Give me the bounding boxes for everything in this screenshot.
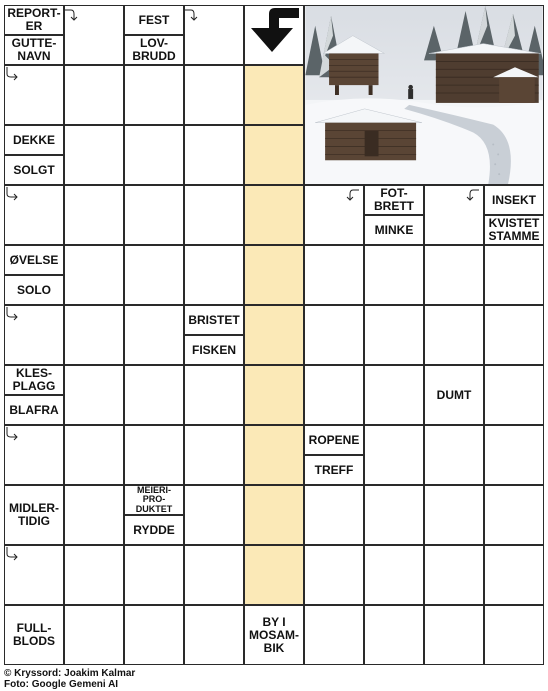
answer-cell[interactable] <box>184 545 244 605</box>
credits <box>4 668 135 690</box>
answer-cell[interactable] <box>64 605 124 665</box>
clue-reporter <box>4 5 64 35</box>
answer-cell[interactable] <box>64 365 124 425</box>
arrow-left-then-down-icon <box>346 187 360 203</box>
clue-text: BLAFRA <box>9 402 59 417</box>
clue-text: FULL- BLODS <box>13 621 55 648</box>
answer-cell[interactable] <box>244 125 304 185</box>
clue-fest <box>124 5 184 35</box>
answer-cell[interactable] <box>484 605 544 665</box>
answer-cell[interactable] <box>364 545 424 605</box>
clue-text: FEST <box>138 12 170 27</box>
clue-text: FOT- BRETT <box>374 186 414 213</box>
clue-text: MEIERI- PRO- DUKTET <box>135 484 173 514</box>
answer-cell[interactable] <box>244 305 304 365</box>
clue-blafra <box>4 395 64 425</box>
clue-text: FISKEN <box>191 342 236 357</box>
clue-midler-tidig <box>4 485 64 545</box>
answer-cell[interactable] <box>304 605 364 665</box>
answer-cell[interactable] <box>304 305 364 365</box>
clue-minke <box>364 215 424 245</box>
answer-cell[interactable] <box>424 245 484 305</box>
answer-cell[interactable] <box>64 305 124 365</box>
clue-text: INSEKT <box>491 192 536 207</box>
crossword-grid <box>4 5 544 665</box>
big-start-arrow-icon <box>245 6 301 60</box>
clue-ovelse <box>4 245 64 275</box>
clue-full-blods <box>4 605 64 665</box>
answer-cell[interactable] <box>244 485 304 545</box>
arrow-down-then-right-icon <box>5 66 19 82</box>
answer-cell[interactable] <box>184 425 244 485</box>
answer-cell[interactable] <box>424 605 484 665</box>
answer-cell[interactable] <box>424 425 484 485</box>
answer-cell[interactable] <box>364 305 424 365</box>
clue-treff <box>304 455 364 485</box>
clue-text: MIDLER- TIDIG <box>9 501 59 528</box>
clue-ropene <box>304 425 364 455</box>
answer-cell[interactable] <box>64 485 124 545</box>
answer-cell[interactable] <box>124 365 184 425</box>
clue-kles-plagg <box>4 365 64 395</box>
clue-text: ROPENE <box>308 432 360 447</box>
answer-cell[interactable] <box>64 185 124 245</box>
clue-text: GUTTE- NAVN <box>11 36 57 63</box>
answer-cell[interactable] <box>124 425 184 485</box>
clue-solo <box>4 275 64 305</box>
answer-cell[interactable] <box>304 485 364 545</box>
answer-cell[interactable] <box>484 425 544 485</box>
clue-insekt <box>484 185 544 215</box>
answer-cell[interactable] <box>184 65 244 125</box>
answer-cell[interactable] <box>124 65 184 125</box>
answer-cell[interactable] <box>484 545 544 605</box>
clue-text: DEKKE <box>12 132 55 147</box>
clue-text: BRISTET <box>188 312 240 327</box>
answer-cell[interactable] <box>364 245 424 305</box>
answer-cell[interactable] <box>184 605 244 665</box>
answer-cell[interactable] <box>244 545 304 605</box>
arrow-down-then-right-icon <box>5 546 19 562</box>
answer-cell[interactable] <box>244 425 304 485</box>
answer-cell[interactable] <box>124 605 184 665</box>
credit-photo: Foto: Google Gemeni AI <box>4 679 119 690</box>
clue-rydde <box>124 515 184 545</box>
clue-text: KVISTET STAMME <box>488 216 540 243</box>
clue-fot-brett <box>364 185 424 215</box>
clue-text: KLES- PLAGG <box>12 366 56 393</box>
answer-cell[interactable] <box>244 245 304 305</box>
answer-cell[interactable] <box>364 425 424 485</box>
clue-text: DUMT <box>436 387 472 402</box>
answer-cell[interactable] <box>304 245 364 305</box>
answer-cell[interactable] <box>124 125 184 185</box>
arrow-down-then-right-icon <box>5 186 19 202</box>
answer-cell[interactable] <box>184 185 244 245</box>
clue-lovbrudd <box>124 35 184 65</box>
clue-text: MINKE <box>374 222 414 237</box>
clue-text: RYDDE <box>133 522 175 537</box>
answer-cell[interactable] <box>124 545 184 605</box>
answer-cell[interactable] <box>124 185 184 245</box>
answer-cell[interactable] <box>244 365 304 425</box>
answer-cell[interactable] <box>244 185 304 245</box>
clue-by-i-mosambik <box>244 605 304 665</box>
arrow-right-then-down-icon <box>64 7 78 23</box>
arrow-right-then-down-icon <box>184 7 198 23</box>
answer-cell[interactable] <box>184 485 244 545</box>
clue-kvistet-stamme <box>484 215 544 245</box>
answer-cell[interactable] <box>484 305 544 365</box>
clue-bristet <box>184 305 244 335</box>
clue-text: REPORT- ER <box>7 6 61 33</box>
answer-cell[interactable] <box>484 245 544 305</box>
clue-gutte-navn <box>4 35 64 65</box>
answer-cell[interactable] <box>244 65 304 125</box>
clue-text: TREFF <box>314 462 354 477</box>
clue-dekke <box>4 125 64 155</box>
answer-cell[interactable] <box>484 485 544 545</box>
answer-cell[interactable] <box>424 485 484 545</box>
clue-solgt <box>4 155 64 185</box>
credit-crossword: © Kryssord: Joakim Kalmar <box>4 668 136 679</box>
answer-cell[interactable] <box>64 425 124 485</box>
snowy-farm-photo <box>304 5 544 185</box>
answer-cell[interactable] <box>64 245 124 305</box>
arrow-left-then-down-icon <box>466 187 480 203</box>
answer-cell[interactable] <box>64 545 124 605</box>
answer-cell[interactable] <box>484 365 544 425</box>
clue-dumt <box>424 365 484 425</box>
answer-cell[interactable] <box>304 545 364 605</box>
clue-text: SOLGT <box>13 162 55 177</box>
answer-cell[interactable] <box>364 485 424 545</box>
answer-cell[interactable] <box>184 365 244 425</box>
clue-text: ØVELSE <box>9 252 59 267</box>
arrow-down-then-right-icon <box>5 426 19 442</box>
answer-cell[interactable] <box>184 125 244 185</box>
answer-cell[interactable] <box>64 125 124 185</box>
answer-cell[interactable] <box>364 365 424 425</box>
clue-text: SOLO <box>16 282 51 297</box>
answer-cell[interactable] <box>124 245 184 305</box>
answer-cell[interactable] <box>424 305 484 365</box>
answer-cell[interactable] <box>124 305 184 365</box>
answer-cell[interactable] <box>424 545 484 605</box>
clue-fisken <box>184 335 244 365</box>
answer-cell[interactable] <box>184 245 244 305</box>
clue-text: BY I MOSAM- BIK <box>249 614 299 655</box>
clue-meieri-produktet <box>124 485 184 515</box>
clue-text: LOV- BRUDD <box>132 36 176 63</box>
answer-cell[interactable] <box>64 65 124 125</box>
answer-cell[interactable] <box>304 365 364 425</box>
answer-cell[interactable] <box>364 605 424 665</box>
arrow-down-then-right-icon <box>5 306 19 322</box>
